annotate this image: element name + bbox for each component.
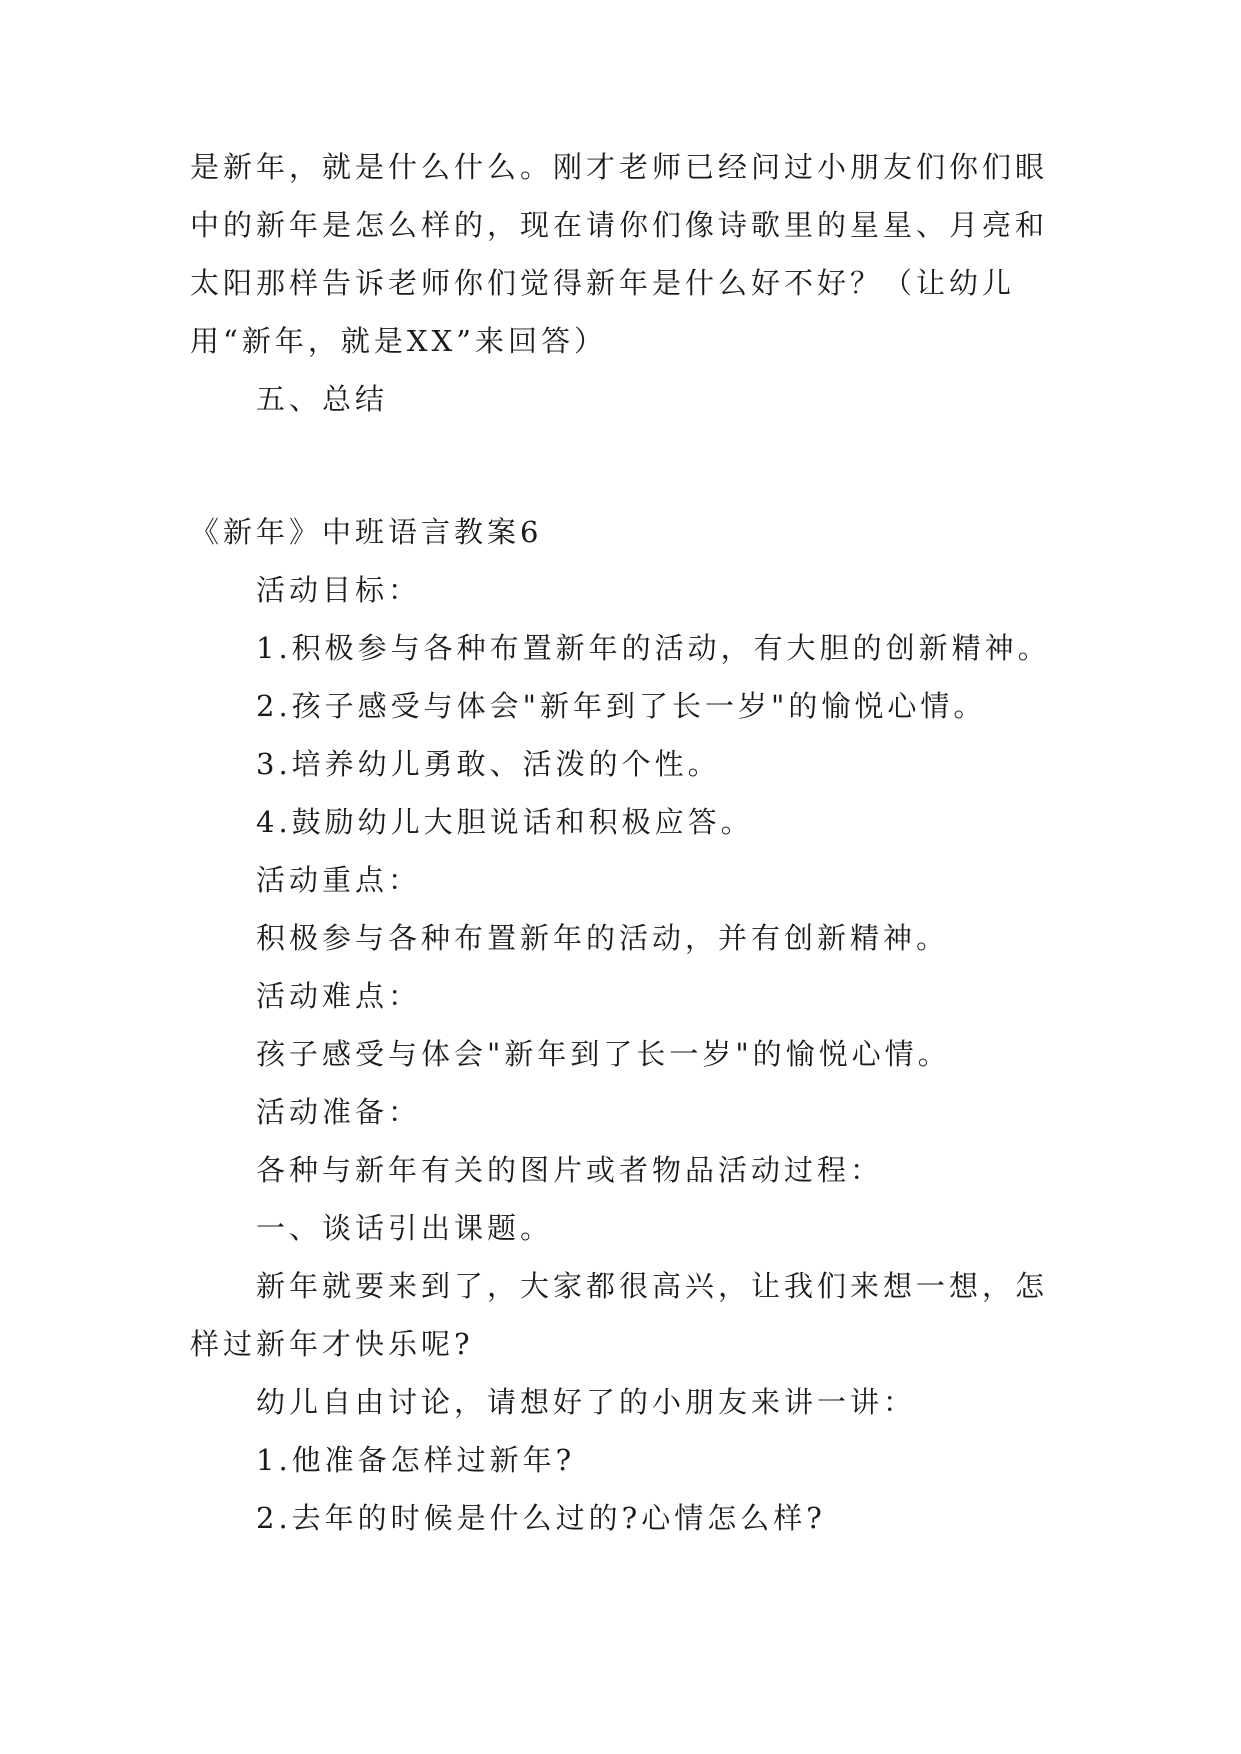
section-heading: 活动目标： [256, 573, 422, 607]
list-item: 1.积极参与各种布置新年的活动，有大胆的创新精神。 [256, 631, 1051, 665]
section-heading: 活动难点： [256, 979, 422, 1013]
paragraph-line: 新年就要来到了，大家都很高兴，让我们来想一想，怎 [256, 1269, 1049, 1303]
list-item: 2.孩子感受与体会"新年到了长一岁"的愉悦心情。 [256, 689, 987, 723]
section-heading: 活动准备： [256, 1095, 422, 1129]
section-heading: 五、总结 [256, 382, 389, 416]
section-heading: 一、谈话引出课题。 [256, 1211, 554, 1245]
list-item: 1.他准备怎样过新年? [256, 1443, 576, 1477]
paragraph-line: 用“新年，就是XX”来回答） [190, 324, 607, 358]
list-item: 2.去年的时候是什么过的?心情怎么样? [256, 1501, 826, 1535]
paragraph-line: 幼儿自由讨论，请想好了的小朋友来讲一讲： [256, 1385, 917, 1419]
paragraph-line: 是新年，就是什么什么。刚才老师已经问过小朋友们你们眼 [190, 150, 1049, 184]
paragraph-line: 太阳那样告诉老师你们觉得新年是什么好不好？（让幼儿 [190, 266, 1016, 300]
paragraph-line: 各种与新年有关的图片或者物品活动过程： [256, 1153, 884, 1187]
paragraph-line: 积极参与各种布置新年的活动，并有创新精神。 [256, 921, 950, 955]
paragraph-line: 孩子感受与体会"新年到了长一岁"的愉悦心情。 [256, 1037, 951, 1071]
paragraph-line: 样过新年才快乐呢? [190, 1327, 474, 1361]
paragraph-line: 中的新年是怎么样的，现在请你们像诗歌里的星星、月亮和 [190, 208, 1049, 242]
list-item: 4.鼓励幼儿大胆说话和积极应答。 [256, 805, 754, 839]
document-title: 《新年》中班语言教案6 [190, 515, 543, 549]
list-item: 3.培养幼儿勇敢、活泼的个性。 [256, 747, 721, 781]
section-heading: 活动重点： [256, 863, 422, 897]
